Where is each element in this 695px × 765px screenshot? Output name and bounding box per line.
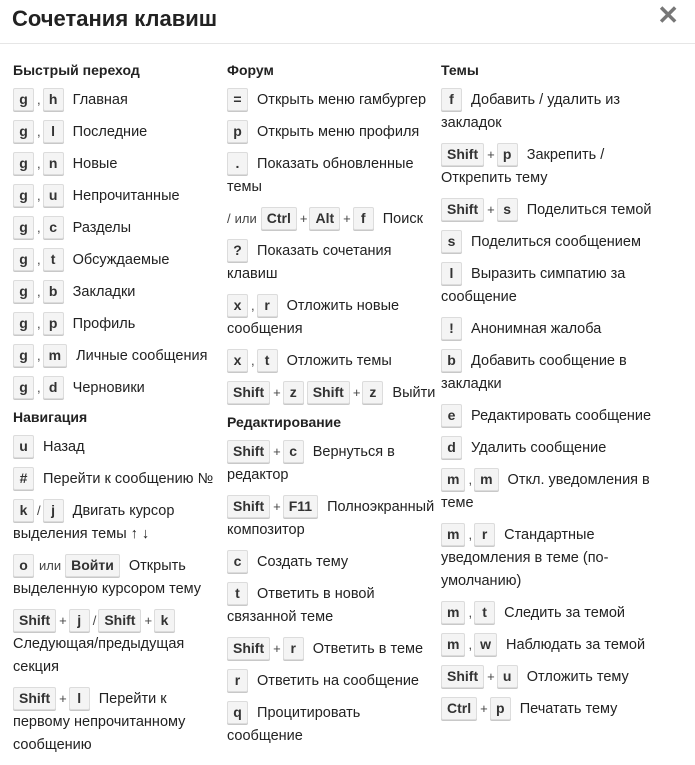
key-cap: Shift (441, 198, 484, 221)
key-separator: / (37, 503, 41, 518)
shortcut-description: Открыть выделенную курсором тему (13, 558, 202, 597)
key-cap: ? (227, 239, 248, 262)
shortcut-description: Главная (68, 92, 128, 108)
shortcut-row (13, 376, 218, 400)
shortcut-description: Отложить темы (282, 353, 392, 369)
key-cap: d (43, 376, 64, 399)
shortcut-description: Перейти к сообщению № (39, 471, 214, 487)
key-cap: m (441, 601, 465, 624)
shortcut-description: Непрочитанные (68, 188, 180, 204)
key-cap: u (13, 435, 34, 458)
shortcut-row (441, 230, 669, 254)
key-cap: r (474, 523, 495, 546)
key-cap: s (497, 198, 518, 221)
key-cap: n (43, 152, 64, 175)
shortcut-row (441, 697, 669, 721)
shortcut-description: Поиск (378, 211, 423, 227)
shortcut-row (227, 637, 437, 661)
key-cap: l (441, 262, 462, 285)
key-cap: g (13, 216, 34, 239)
key-cap: t (474, 601, 495, 624)
key-cap: f (441, 88, 462, 111)
shortcut-description: Выразить симпатию за сообщение (441, 266, 626, 305)
key-separator: , (37, 284, 41, 299)
key-cap: g (13, 120, 34, 143)
section-title: Быстрый переход (13, 62, 140, 78)
shortcut-row (441, 468, 669, 515)
key-separator: , (37, 188, 41, 203)
key-cap: Shift (98, 609, 141, 632)
shortcut-description: Показать сочетания клавиш (227, 243, 392, 282)
key-cap: z (362, 381, 383, 404)
key-cap: c (43, 216, 64, 239)
key-cap: Shift (227, 637, 270, 660)
key-cap: x (227, 294, 248, 317)
shortcut-description: Показать обновленные темы (227, 156, 414, 195)
shortcut-description: Открыть меню гамбургер (253, 92, 427, 108)
shortcut-row (227, 440, 437, 487)
shortcut-row (227, 88, 437, 112)
key-cap: m (441, 633, 465, 656)
key-cap: F11 (283, 495, 318, 518)
key-separator: , (37, 252, 41, 267)
key-cap: t (43, 248, 64, 271)
shortcut-row (441, 143, 669, 190)
key-separator: , (37, 316, 41, 331)
shortcut-row (441, 633, 669, 657)
shortcut-row (441, 436, 669, 460)
key-cap: r (283, 637, 304, 660)
shortcut-description: Личные сообщения (72, 348, 208, 364)
key-cap: f (353, 207, 374, 230)
section-title: Форум (227, 62, 274, 78)
shortcut-row (441, 88, 669, 135)
shortcut-row (227, 669, 437, 693)
key-cap: g (13, 152, 34, 175)
shortcut-row (441, 349, 669, 396)
key-cap: h (43, 88, 64, 111)
key-cap: g (13, 184, 34, 207)
key-cap: Ctrl (441, 697, 477, 720)
key-separator: , (468, 637, 473, 652)
shortcut-description: Вернуться в редактор (227, 444, 395, 483)
key-separator: + (273, 385, 281, 400)
key-cap: Shift (13, 687, 56, 710)
key-separator: + (487, 669, 495, 684)
key-separator: / (227, 211, 231, 226)
shortcut-row (227, 120, 437, 144)
key-cap: Shift (441, 143, 484, 166)
shortcut-description: Двигать курсор выделения темы ↑ ↓ (13, 503, 175, 542)
key-cap: p (497, 143, 518, 166)
modal-title: Сочетания клавиш (12, 6, 218, 31)
key-separator: + (487, 147, 495, 162)
key-cap: t (257, 349, 278, 372)
shortcut-row (441, 317, 669, 341)
shortcut-row (13, 88, 218, 112)
shortcut-description: Последние (68, 124, 148, 140)
shortcut-description: Новые (68, 156, 118, 172)
key-cap: g (13, 344, 34, 367)
key-separator: , (251, 353, 255, 368)
shortcut-description: Перейти к первому непрочитанному сообщению (13, 691, 186, 753)
key-cap: Shift (227, 381, 270, 404)
shortcut-row (13, 344, 218, 368)
shortcut-row (13, 152, 218, 176)
shortcut-description: Наблюдать за темой (501, 637, 646, 653)
key-cap: k (154, 609, 175, 632)
key-separator: / (92, 613, 97, 628)
shortcut-description: Назад (39, 439, 85, 455)
shortcut-description: Следить за темой (500, 605, 625, 621)
key-cap: u (43, 184, 64, 207)
section-title: Темы (441, 62, 479, 78)
key-cap: j (43, 499, 64, 522)
shortcut-description: Редактировать сообщение (467, 408, 652, 424)
key-separator: или (234, 211, 257, 226)
shortcut-row (13, 687, 218, 757)
shortcut-description: Закрепить / Открепить тему (441, 147, 605, 186)
shortcut-column (441, 61, 669, 729)
section-title: Навигация (13, 409, 88, 425)
key-separator: , (37, 156, 41, 171)
key-cap: l (69, 687, 90, 710)
key-cap: g (13, 88, 34, 111)
key-separator: + (352, 385, 361, 400)
shortcut-row (13, 184, 218, 208)
shortcut-description: Поделиться сообщением (467, 234, 641, 250)
key-separator: или (39, 558, 62, 573)
shortcut-description: Отложить тему (522, 669, 629, 685)
shortcut-description: Черновики (68, 380, 145, 396)
key-cap: q (227, 701, 248, 724)
key-cap: b (43, 280, 64, 303)
shortcut-description: Создать тему (253, 554, 349, 570)
shortcut-column (13, 61, 218, 765)
key-cap: . (227, 152, 248, 175)
shortcut-row (13, 609, 218, 679)
shortcut-row (227, 582, 437, 629)
shortcut-description: Процитировать сообщение (227, 705, 361, 744)
key-cap: e (441, 404, 462, 427)
modal-header (0, 0, 695, 44)
key-cap: Shift (227, 440, 270, 463)
section-title: Редактирование (227, 414, 342, 430)
shortcut-column (227, 61, 437, 756)
shortcut-row (227, 550, 437, 574)
key-cap: # (13, 467, 34, 490)
shortcut-description: Закладки (68, 284, 136, 300)
shortcut-row (13, 499, 218, 546)
shortcut-description: Полноэкранный композитор (227, 499, 435, 538)
key-separator: , (468, 527, 473, 542)
key-cap: b (441, 349, 462, 372)
key-separator: + (273, 641, 281, 656)
key-cap: ! (441, 317, 462, 340)
shortcut-description: Выйти (388, 385, 436, 401)
key-separator: , (251, 298, 255, 313)
key-cap: p (43, 312, 64, 335)
shortcut-description: Открыть меню профиля (253, 124, 420, 140)
key-cap: Alt (309, 207, 340, 230)
shortcut-row (227, 207, 437, 231)
key-separator: + (59, 613, 67, 628)
shortcut-row (441, 198, 669, 222)
key-cap: t (227, 582, 248, 605)
key-cap: d (441, 436, 462, 459)
shortcut-row (227, 294, 437, 341)
shortcut-row (441, 665, 669, 689)
key-separator: , (37, 220, 41, 235)
shortcut-row (227, 152, 437, 199)
key-cap: = (227, 88, 248, 111)
shortcut-row (13, 554, 218, 601)
key-cap: r (257, 294, 278, 317)
shortcut-description: Ответить в теме (308, 641, 424, 657)
shortcut-description: Поделиться темой (522, 202, 652, 218)
key-cap: p (227, 120, 248, 143)
key-separator: , (37, 92, 41, 107)
key-cap: Shift (13, 609, 56, 632)
key-cap: g (13, 280, 34, 303)
key-cap: m (474, 468, 498, 491)
key-cap: m (441, 523, 465, 546)
shortcut-row (441, 404, 669, 428)
key-cap: c (283, 440, 304, 463)
shortcut-row (13, 312, 218, 336)
key-cap: Shift (307, 381, 350, 404)
shortcut-description: Добавить / удалить из закладок (441, 92, 621, 131)
key-cap: z (283, 381, 304, 404)
key-separator: , (468, 605, 473, 620)
shortcut-description: Профиль (68, 316, 136, 332)
key-cap: x (227, 349, 248, 372)
shortcut-row (441, 262, 669, 309)
key-cap: Shift (227, 495, 270, 518)
key-cap: p (490, 697, 511, 720)
key-cap: j (69, 609, 90, 632)
shortcut-description: Отложить новые сообщения (227, 298, 400, 337)
shortcut-description: Откл. уведомления в теме (441, 472, 650, 511)
shortcut-row (13, 216, 218, 240)
shortcut-row (13, 435, 218, 459)
shortcut-description: Анонимная жалоба (467, 321, 602, 337)
key-cap: Войти (65, 554, 120, 577)
key-cap: Ctrl (261, 207, 297, 230)
shortcut-description: Ответить на сообщение (253, 673, 419, 689)
key-cap: o (13, 554, 34, 577)
key-cap: m (441, 468, 465, 491)
shortcut-row (227, 349, 437, 373)
shortcut-row (13, 248, 218, 272)
key-separator: + (59, 691, 67, 706)
key-cap: m (43, 344, 67, 367)
shortcut-row (441, 601, 669, 625)
shortcut-row (227, 495, 437, 542)
shortcut-description: Удалить сообщение (467, 440, 607, 456)
key-separator: + (487, 202, 495, 217)
key-cap: r (227, 669, 248, 692)
key-separator: + (273, 444, 281, 459)
shortcut-row (227, 701, 437, 748)
shortcut-description: Ответить в новой связанной теме (227, 586, 375, 625)
key-separator: , (37, 380, 41, 395)
key-separator: , (37, 124, 41, 139)
key-cap: l (43, 120, 64, 143)
key-cap: w (474, 633, 497, 656)
key-cap: c (227, 550, 248, 573)
shortcut-row (13, 280, 218, 304)
key-cap: g (13, 312, 34, 335)
key-cap: u (497, 665, 518, 688)
shortcut-description: Печатать тему (515, 701, 618, 717)
shortcut-row (13, 120, 218, 144)
shortcut-description: Стандартные уведомления в теме (по-умолчанию) (441, 527, 609, 589)
close-icon[interactable]: ✕ (657, 0, 679, 30)
shortcut-description: Обсуждаемые (68, 252, 170, 268)
key-separator: + (343, 211, 351, 226)
key-cap: k (13, 499, 34, 522)
shortcut-description: Разделы (68, 220, 132, 236)
shortcut-description: Добавить сообщение в закладки (441, 353, 627, 392)
shortcut-row (441, 523, 669, 593)
key-separator: , (37, 348, 41, 363)
key-separator: + (144, 613, 153, 628)
shortcut-description: Следующая/предыдущая секция (13, 636, 185, 675)
key-cap: g (13, 376, 34, 399)
key-separator: + (273, 499, 281, 514)
key-separator: + (299, 211, 308, 226)
key-cap: Shift (441, 665, 484, 688)
shortcut-row (227, 239, 437, 286)
key-separator: + (480, 701, 488, 716)
key-cap: s (441, 230, 462, 253)
shortcut-row (227, 381, 437, 405)
key-cap: g (13, 248, 34, 271)
shortcut-row (13, 467, 218, 491)
key-separator: , (468, 472, 473, 487)
